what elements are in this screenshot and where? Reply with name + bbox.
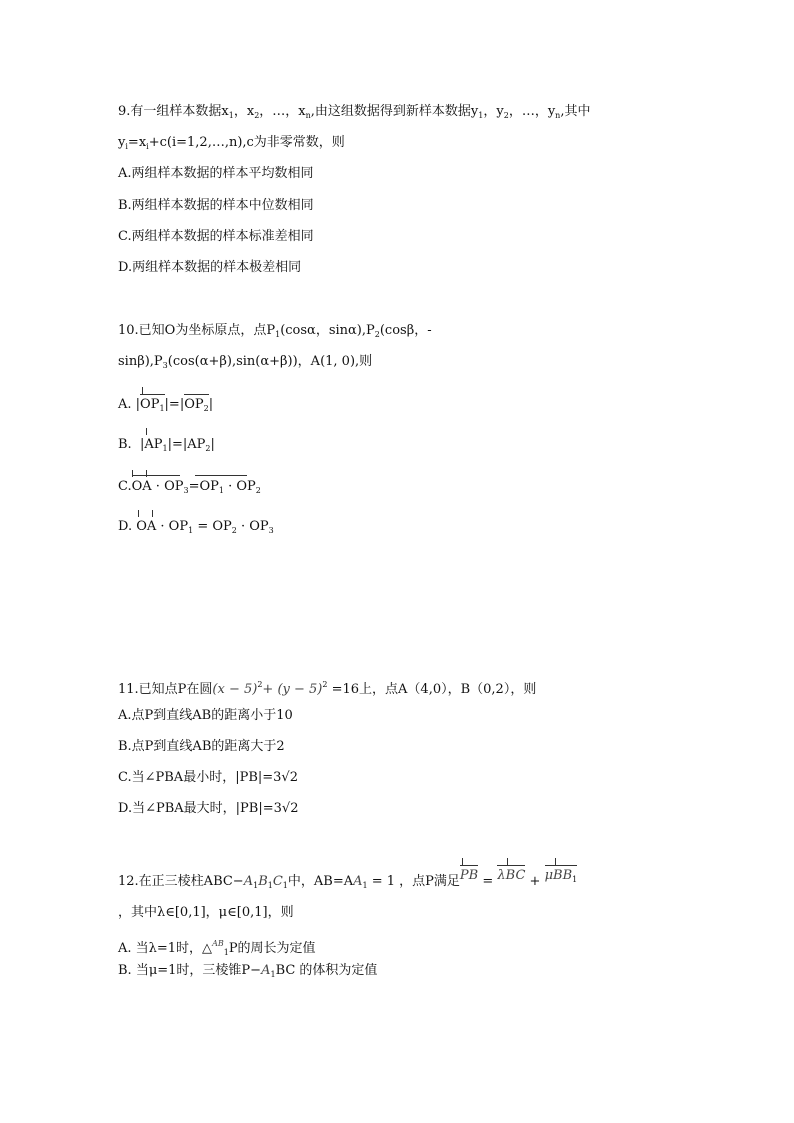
q10-option-d: D. OA · $OP_1 = OP_2 \cdot OP_3$ bbox=[118, 518, 274, 540]
q9-option-a: A.两组样本数据的样本平均数相同 bbox=[118, 166, 314, 181]
q12-stem-line2: ，其中λ∈[0,1]，μ∈[0,1]，则 bbox=[118, 905, 294, 920]
q11-option-d: D.当∠PBA最大时，|PB|=3√2 bbox=[118, 801, 299, 816]
q11-option-c: C.当∠PBA最小时，|PB|=3√2 bbox=[118, 770, 298, 785]
q10-stem-line2: $\sin\beta),P_3(\cos(\alpha+\beta),\sin(\alpha+\beta))$，A(1, 0),则 bbox=[118, 354, 373, 370]
q12-option-b: B. 当μ=1时，三棱锥$P-A_1BC$ 的体积为定值 bbox=[118, 963, 378, 979]
q11-option-a: A.点P到直线AB的距离小于10 bbox=[118, 708, 293, 723]
q12-stem-line1: 12.在正三棱柱$ABC-A_1B_1C_1$中，$AB=AA_1 = 1$ ，点P满足 PB = λBC + μBB$_1$ bbox=[118, 873, 577, 895]
q9-option-c: C.两组样本数据的样本标准差相同 bbox=[118, 229, 314, 244]
q9-option-d: D.两组样本数据的样本极差相同 bbox=[118, 260, 302, 275]
q10-option-b: B. $|AP_1|=|AP_2|$ bbox=[118, 436, 215, 458]
q11-option-b: B.点P到直线AB的距离大于2 bbox=[118, 739, 285, 754]
q9-option-b: B.两组样本数据的样本中位数相同 bbox=[118, 198, 314, 213]
q10-stem-line1: 10.已知O为坐标原点，点$P_1(\cos\alpha$，$\sin\alpha),P_2(\cos\beta$，- bbox=[118, 323, 432, 339]
q10-option-a: A. | $OP_1|=|OP_2|$ bbox=[118, 396, 213, 418]
q9-stem-line1: 9.有一组样本数据$x_1$，$x_2$，…，$x_n$,由这组数据得到新样本数据$y_1$，$y_2$，…，$y_n$,其中 bbox=[118, 104, 591, 120]
q10-option-c: C. OA · $OP_3$ $=OP_1 \cdot OP_2$ bbox=[118, 478, 261, 500]
q9-stem-line2: $y_i=x_i+c(i=1,2,\dots,n),c$为非零常数，则 bbox=[118, 135, 345, 151]
q12-option-a: A. 当λ=1时，△$^{AB}_1$P的周长为定值 bbox=[118, 939, 316, 957]
q11-stem: 11.已知点P在圆$(x - 5)^2+ (y - 5)^2 =16$上，点A（4,0），B（0,2），则 bbox=[118, 680, 537, 697]
